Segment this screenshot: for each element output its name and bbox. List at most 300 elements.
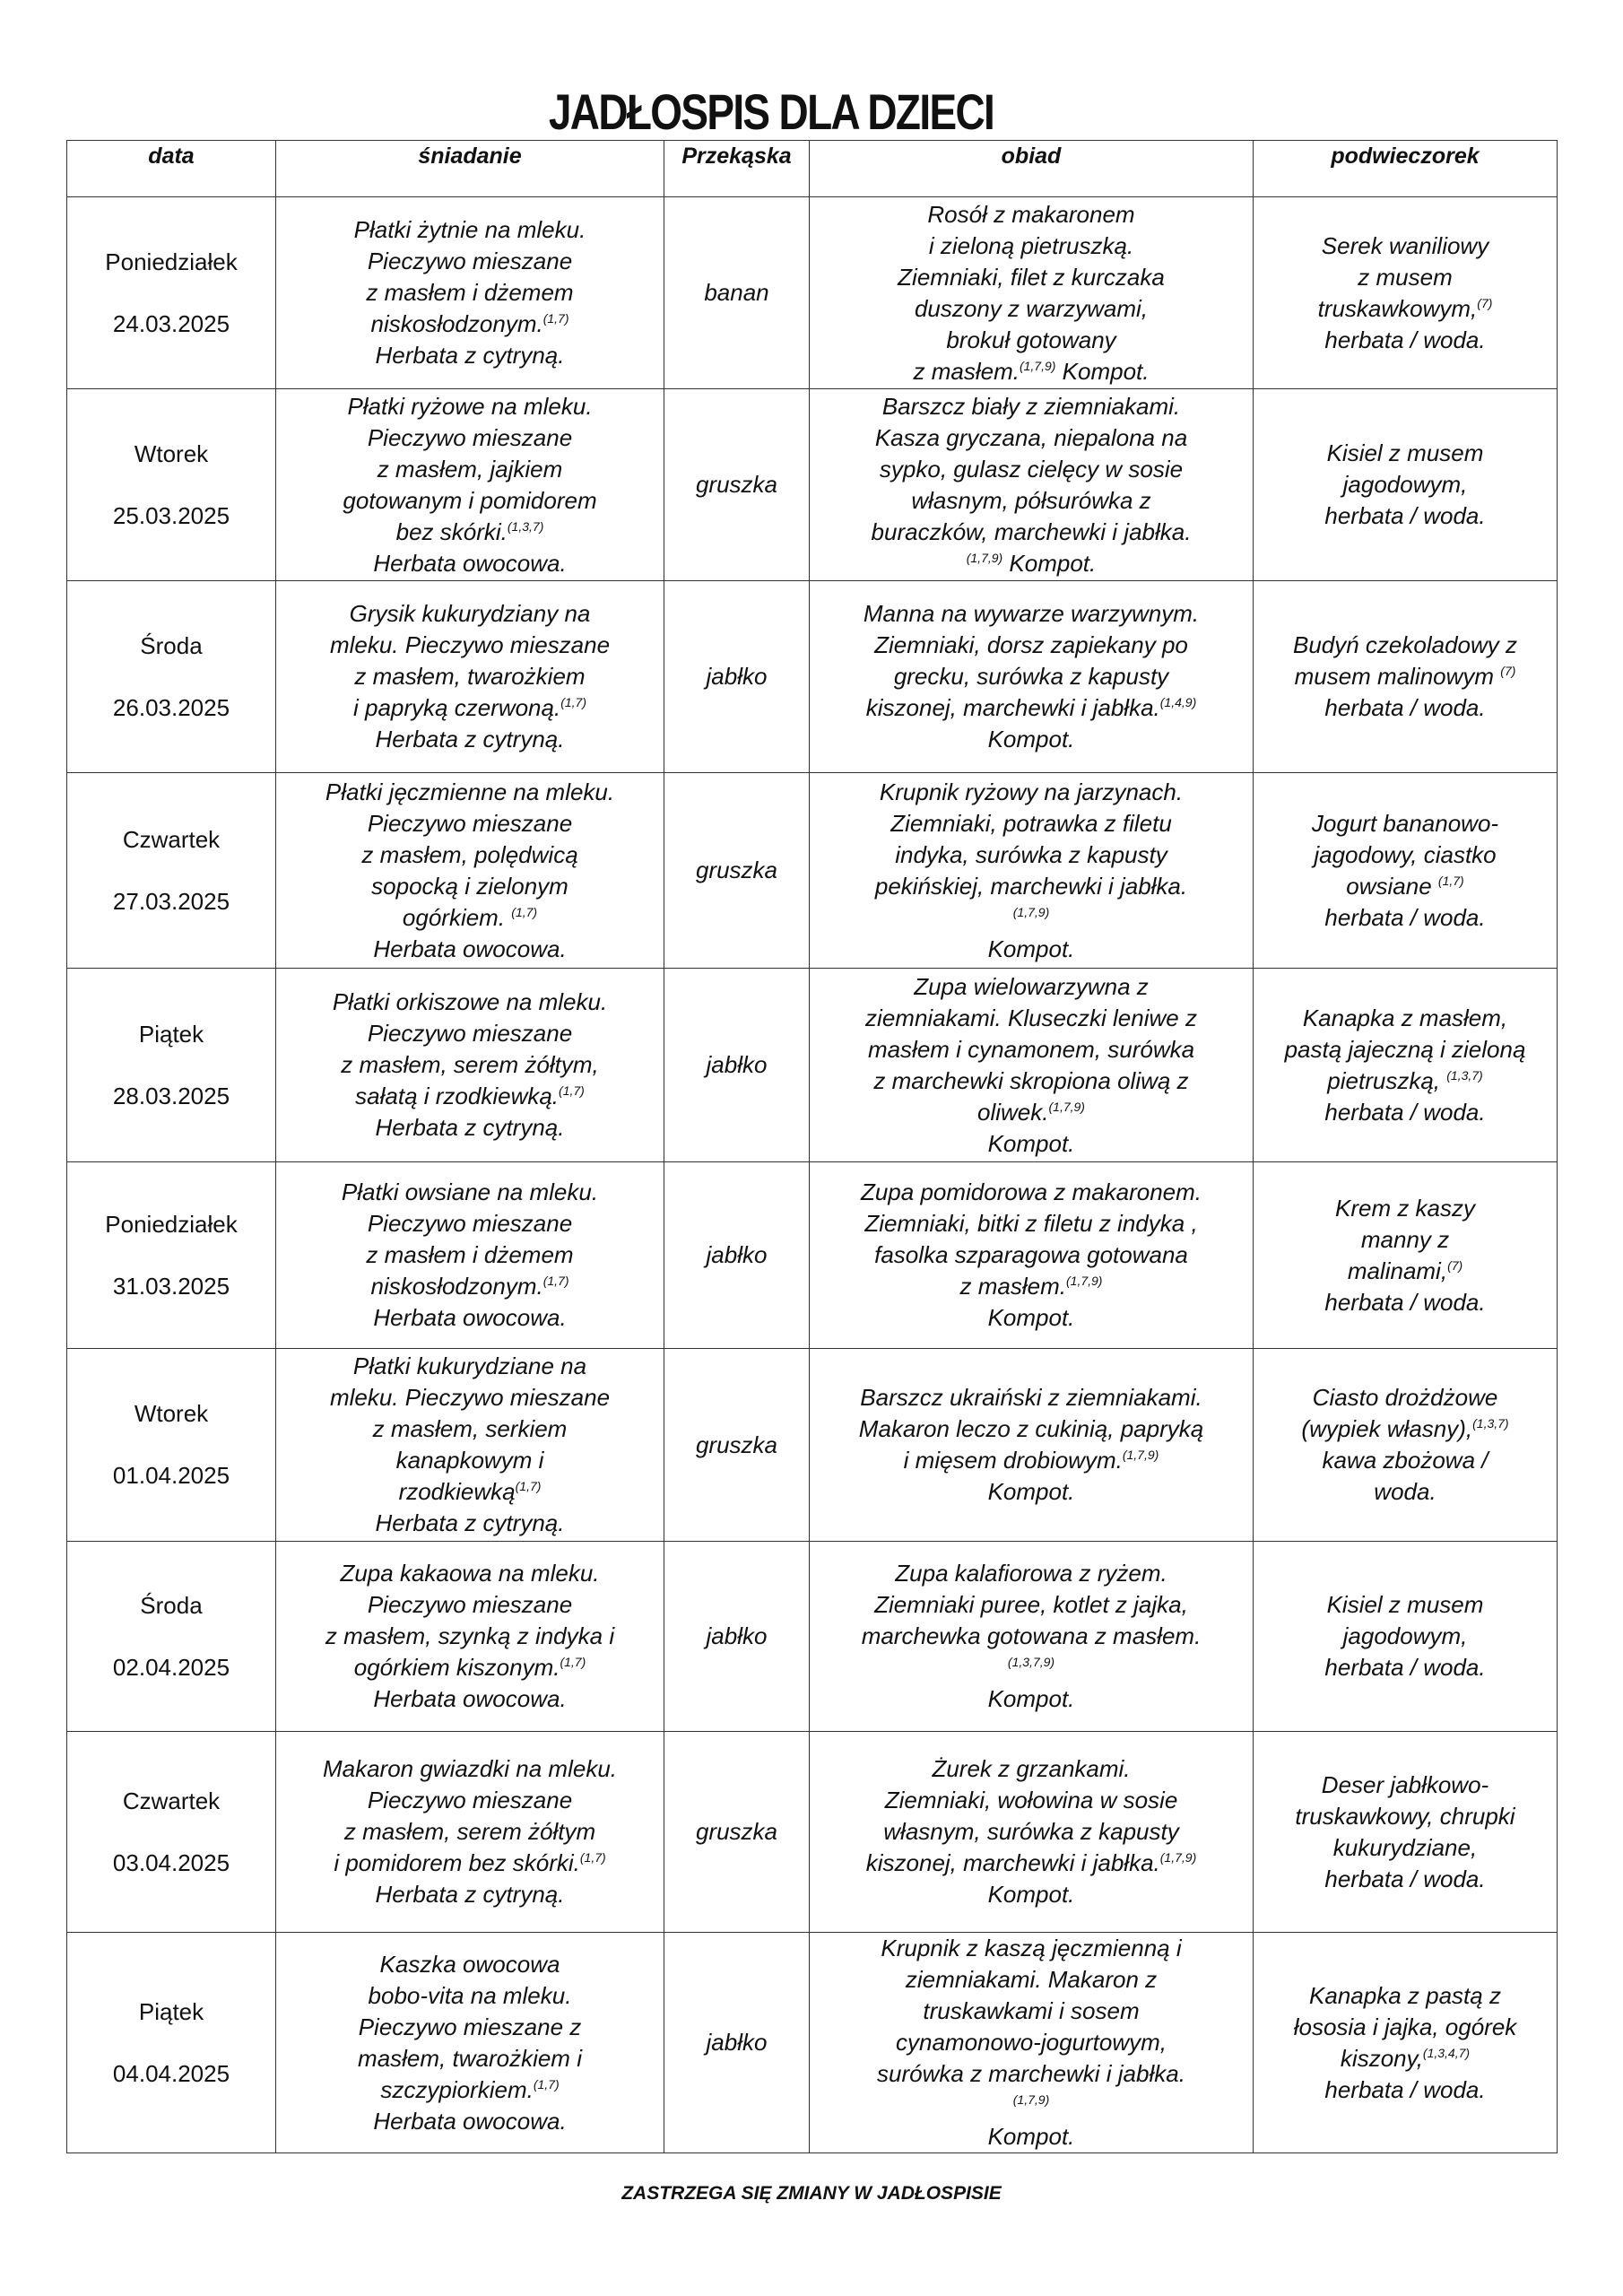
menu-text: Pieczywo mieszane — [367, 1787, 573, 1813]
menu-text: gotowanym i pomidorem — [343, 486, 597, 514]
allergen-codes: (1,3,7) — [1472, 1416, 1509, 1431]
menu-text: Kompot. — [987, 1478, 1075, 1505]
menu-line — [1259, 1193, 1551, 1224]
menu-line — [282, 1879, 658, 1910]
menu-text: manny z — [1360, 1225, 1450, 1253]
lunch-cell — [810, 1542, 1254, 1732]
menu-text: Zupa pomidorowa z makaronem. — [860, 1178, 1202, 1205]
menu-text: duszony z warzywami, — [914, 294, 1149, 322]
allergen-codes: (1,3,7) — [507, 518, 544, 534]
menu-text: z masłem i dżemem — [366, 279, 574, 306]
menu-line — [1259, 1256, 1551, 1287]
menu-line — [282, 1652, 658, 1683]
menu-line — [282, 1302, 658, 1334]
afternoon-tea-cell — [1254, 581, 1558, 773]
snack-cell: jabłko — [664, 1542, 810, 1732]
menu-line — [282, 2043, 658, 2074]
menu-line — [1259, 902, 1551, 934]
menu-text: Herbata owocowa. — [373, 1304, 567, 1331]
allergen-codes: (7) — [1447, 1257, 1463, 1273]
menu-text: z masłem, serem żółtym, — [341, 1051, 599, 1078]
menu-line — [1259, 438, 1551, 469]
day-date: 02.04.2025 — [112, 1653, 230, 1681]
day-date: 25.03.2025 — [112, 501, 230, 529]
menu-text: Zupa wielowarzywna z — [914, 972, 1149, 1000]
menu-text: Deser jabłkowo- — [1321, 1770, 1489, 1798]
menu-text-tail: Kompot. — [1002, 549, 1097, 577]
day-name: Poniedziałek — [105, 248, 238, 275]
allergen-codes: (1,7) — [559, 1083, 585, 1098]
menu-text: truskawkowym, — [1317, 294, 1478, 322]
menu-line — [815, 1848, 1247, 1879]
menu-line — [282, 246, 658, 277]
breakfast-cell — [276, 969, 664, 1162]
breakfast-cell — [276, 1542, 664, 1732]
menu-line — [815, 808, 1247, 839]
header-snack: Przekąska — [664, 141, 810, 197]
menu-line — [282, 2012, 658, 2043]
menu-text: cynamonowo-jogurtowym, — [895, 2029, 1167, 2056]
menu-line — [1259, 469, 1551, 500]
menu-text: herbata / woda. — [1324, 2075, 1486, 2103]
date-cell — [67, 581, 276, 773]
menu-line — [282, 548, 658, 579]
menu-line — [282, 934, 658, 965]
menu-text: Zupa kalafiorowa z ryżem. — [895, 1560, 1167, 1587]
menu-line — [815, 1964, 1247, 1996]
breakfast-cell — [276, 1732, 664, 1933]
menu-text: Pieczywo mieszane — [367, 1591, 573, 1618]
menu-text: z masłem, serkiem — [372, 1415, 568, 1442]
menu-line — [282, 340, 658, 371]
menu-text: truskawkami i sosem — [923, 1997, 1140, 2024]
day-name: Wtorek — [134, 439, 209, 467]
allergen-codes: (1,3,7) — [1446, 1067, 1483, 1083]
menu-text: Kompot. — [987, 1685, 1075, 1712]
allergen-codes: (1,7) — [515, 1479, 542, 1493]
menu-line — [282, 1785, 658, 1816]
menu-line — [815, 1177, 1247, 1208]
header-afternoon-tea: podwieczorek — [1254, 141, 1558, 197]
menu-text: ziemniakami. Makaron z — [905, 1966, 1158, 1993]
menu-text: Kompot. — [987, 726, 1075, 752]
menu-text: z masłem, jajkiem — [377, 455, 563, 483]
menu-text: Ziemniaki, filet z kurczaka — [898, 263, 1165, 291]
menu-line — [282, 1382, 658, 1413]
menu-text: kiszonej, marchewki i jabłka. — [865, 1849, 1160, 1876]
menu-text: Kanapka z pastą z — [1309, 1981, 1501, 2009]
menu-text: oliwek. — [977, 1098, 1049, 1126]
menu-text: kukurydziane, — [1332, 1833, 1478, 1861]
allergen-codes: (1,7) — [542, 1274, 569, 1288]
day-name: Czwartek — [122, 1787, 221, 1814]
menu-line — [815, 724, 1247, 755]
snack-cell: gruszka — [664, 1732, 810, 1933]
menu-text: Krem z kaszy — [1334, 1194, 1476, 1222]
menu-line — [282, 1018, 658, 1049]
menu-line — [282, 1413, 658, 1445]
menu-line — [1259, 1382, 1551, 1413]
table-row — [67, 1162, 1558, 1349]
menu-text: Kisiel z musem — [1326, 439, 1484, 466]
menu-line — [815, 777, 1247, 808]
day-name: Poniedziałek — [105, 1210, 238, 1238]
afternoon-tea-cell — [1254, 969, 1558, 1162]
menu-text: Manna na wywarze warzywnym. — [863, 600, 1200, 627]
menu-line — [1259, 1589, 1551, 1621]
menu-line — [1259, 1801, 1551, 1832]
table-row — [67, 389, 1558, 581]
menu-line — [1259, 1097, 1551, 1128]
day-date: 01.04.2025 — [112, 1462, 230, 1489]
menu-text: z musem — [1358, 263, 1453, 291]
menu-text: z masłem, twarożkiem — [354, 663, 586, 690]
menu-table — [66, 140, 1558, 2153]
menu-text: szczypiorkiem. — [380, 2075, 534, 2103]
allergen-codes: (1,7,9) — [1122, 1448, 1159, 1462]
day-name: Środa — [140, 1591, 203, 1619]
menu-text: Kisiel z musem — [1326, 1591, 1484, 1618]
menu-line — [815, 871, 1247, 902]
menu-line — [282, 1816, 658, 1848]
menu-text: Pieczywo mieszane z — [358, 2013, 582, 2040]
menu-line — [282, 1112, 658, 1144]
menu-text: Płatki żytnie na mleku. — [353, 216, 586, 243]
breakfast-cell — [276, 197, 664, 389]
breakfast-cell — [276, 1162, 664, 1349]
menu-text: łososia i jajka, ogórek — [1293, 2013, 1517, 2040]
menu-text: kiszony, — [1340, 2044, 1423, 2072]
menu-text: sypko, gulasz cielęcy w sosie — [879, 455, 1184, 483]
menu-text: (wypiek własny), — [1301, 1415, 1473, 1442]
day-date: 31.03.2025 — [112, 1272, 230, 1300]
menu-line — [815, 934, 1247, 965]
menu-line — [1259, 500, 1551, 532]
menu-text: i mięsem drobiowym. — [903, 1447, 1123, 1474]
snack-cell: jabłko — [664, 1933, 810, 2153]
menu-text: i papryką czerwoną. — [352, 694, 561, 721]
breakfast-cell — [276, 581, 664, 773]
menu-text: i zieloną pietruszką. — [928, 231, 1134, 259]
menu-text: woda. — [1374, 1478, 1436, 1505]
day-name: Czwartek — [122, 825, 221, 853]
menu-text: mleku. Pieczywo mieszane — [329, 1384, 611, 1411]
date-cell — [67, 1162, 276, 1349]
allergen-codes: (1,7) — [560, 1655, 586, 1669]
menu-line — [815, 1128, 1247, 1160]
afternoon-tea-cell — [1254, 1162, 1558, 1349]
menu-line — [815, 1879, 1247, 1910]
menu-line — [815, 1476, 1247, 1508]
menu-text: własnym, półsurówka z — [911, 486, 1151, 514]
page-title: JADŁOSPIS DLA DZIECI — [548, 83, 994, 140]
menu-line — [282, 1589, 658, 1621]
menu-line — [1259, 2043, 1551, 2074]
menu-line — [815, 692, 1247, 724]
snack-cell: banan — [664, 197, 810, 389]
day-date: 28.03.2025 — [112, 1082, 230, 1109]
menu-line — [282, 839, 658, 871]
menu-text: Płatki jęczmienne na mleku. — [325, 778, 615, 805]
allergen-codes: (7) — [1500, 664, 1516, 678]
menu-text: truskawkowy, chrupki — [1295, 1802, 1515, 1830]
lunch-cell — [810, 1732, 1254, 1933]
menu-line — [815, 1753, 1247, 1785]
menu-line — [815, 548, 1247, 579]
menu-line — [1259, 1832, 1551, 1864]
lunch-cell — [810, 1933, 1254, 2153]
menu-text: kawa zbożowa / — [1322, 1447, 1488, 1474]
menu-text: z masłem, szynką z indyka i — [325, 1622, 615, 1649]
menu-line — [1259, 2074, 1551, 2106]
menu-line — [815, 1933, 1247, 1964]
menu-line — [1259, 1445, 1551, 1476]
menu-text: herbata / woda. — [1324, 1288, 1486, 1316]
menu-text: Herbata z cytryną. — [375, 1114, 565, 1141]
menu-text: Kanapka z masłem, — [1302, 1004, 1508, 1031]
menu-line — [1259, 1065, 1551, 1097]
allergen-codes: (1,7,9) — [1012, 2092, 1050, 2107]
menu-line — [1259, 1621, 1551, 1652]
menu-line — [815, 1097, 1247, 1128]
menu-line — [282, 517, 658, 548]
date-cell — [67, 969, 276, 1162]
menu-text: fasolka szparagowa gotowana — [874, 1241, 1188, 1268]
menu-line — [815, 1003, 1247, 1034]
allergen-codes: (7) — [1477, 295, 1493, 310]
menu-line — [815, 2027, 1247, 2058]
menu-line — [282, 1621, 658, 1652]
menu-text: Płatki ryżowe na mleku. — [347, 392, 593, 420]
menu-text: buraczków, marchewki i jabłka. — [871, 517, 1192, 545]
menu-line — [282, 214, 658, 246]
menu-line — [815, 1621, 1247, 1652]
menu-text: z masłem. — [913, 357, 1020, 385]
breakfast-cell — [276, 1933, 664, 2153]
menu-line — [282, 1508, 658, 1539]
menu-text: pastą jajeczną i zieloną — [1284, 1035, 1526, 1063]
afternoon-tea-cell — [1254, 1933, 1558, 2153]
menu-line — [282, 871, 658, 902]
menu-line — [1259, 2012, 1551, 2043]
menu-text: herbata / woda. — [1324, 903, 1486, 931]
afternoon-tea-cell — [1254, 197, 1558, 389]
menu-text: grecku, surówka z kapusty — [893, 663, 1169, 690]
menu-text: Ziemniaki puree, kotlet z jajka, — [874, 1591, 1188, 1618]
table-row — [67, 1732, 1558, 1933]
snack-cell: jabłko — [664, 1162, 810, 1349]
menu-line — [282, 1208, 658, 1239]
menu-line — [282, 454, 658, 485]
menu-text: Płatki owsiane na mleku. — [341, 1178, 599, 1205]
table-row — [67, 197, 1558, 389]
table-row — [67, 1349, 1558, 1542]
menu-text: Herbata z cytryną. — [375, 1509, 565, 1536]
menu-line — [1259, 230, 1551, 262]
header-date: data — [67, 141, 276, 197]
menu-text: z masłem i dżemem — [366, 1241, 574, 1268]
menu-text: herbata / woda. — [1324, 1654, 1486, 1681]
afternoon-tea-cell — [1254, 1732, 1558, 1933]
menu-line — [282, 1476, 658, 1508]
snack-cell: gruszka — [664, 773, 810, 969]
snack-cell: gruszka — [664, 389, 810, 581]
menu-text: owsiane — [1346, 872, 1438, 900]
menu-line — [815, 598, 1247, 630]
menu-text: Ziemniaki, potrawka z filetu — [890, 809, 1172, 837]
menu-text: Kompot. — [987, 1129, 1075, 1157]
menu-line — [282, 2106, 658, 2137]
allergen-codes: (1,7,9) — [1048, 1099, 1085, 1114]
menu-text: Herbata z cytryną. — [375, 726, 565, 752]
menu-text: herbata / woda. — [1324, 694, 1486, 721]
menu-line — [1259, 839, 1551, 871]
menu-line — [815, 1239, 1247, 1271]
menu-line — [282, 1351, 658, 1382]
allergen-codes: (1,7,9) — [1012, 904, 1050, 919]
menu-text: Ziemniaki, bitki z filetu z indyka , — [864, 1210, 1198, 1237]
menu-text: pekińskiej, marchewki i jabłka. — [874, 872, 1188, 900]
menu-line — [815, 293, 1247, 325]
snack-cell: jabłko — [664, 969, 810, 1162]
menu-text: Kasza gryczana, niepalona na — [874, 423, 1188, 451]
menu-text: Rosół z makaronem — [927, 200, 1135, 228]
menu-line — [1259, 293, 1551, 325]
allergen-codes: (1,7) — [533, 2076, 560, 2092]
menu-line — [815, 1413, 1247, 1445]
menu-line — [282, 391, 658, 422]
allergen-codes: (1,7) — [542, 311, 569, 326]
menu-line — [282, 1049, 658, 1081]
menu-line — [282, 1271, 658, 1302]
menu-text: i pomidorem bez skórki. — [334, 1849, 580, 1876]
menu-line — [282, 692, 658, 724]
menu-line — [282, 598, 658, 630]
menu-line — [1259, 1476, 1551, 1508]
menu-line — [282, 1445, 658, 1476]
date-cell — [67, 1933, 276, 2153]
menu-line — [282, 1683, 658, 1715]
menu-text: sopocką i zielonym — [371, 872, 568, 900]
date-cell — [67, 197, 276, 389]
menu-text: malinami, — [1347, 1257, 1448, 1284]
menu-line — [1259, 1652, 1551, 1683]
menu-line — [282, 277, 658, 309]
allergen-codes: (1,7) — [511, 904, 538, 919]
menu-text: Ziemniaki, wołowina w sosie — [884, 1787, 1178, 1813]
menu-line — [1259, 661, 1551, 692]
menu-line — [815, 1558, 1247, 1589]
menu-text: rzodkiewką — [398, 1478, 516, 1505]
menu-text: Makaron gwiazdki na mleku. — [322, 1755, 618, 1782]
menu-text: herbata / woda. — [1324, 502, 1486, 529]
menu-line — [815, 1996, 1247, 2027]
menu-line — [1259, 1224, 1551, 1256]
allergen-codes: (1,7,9) — [1066, 1274, 1103, 1288]
menu-line — [815, 422, 1247, 454]
date-cell — [67, 773, 276, 969]
menu-text: Kompot. — [987, 935, 1075, 962]
menu-text: Herbata owocowa. — [373, 2107, 567, 2135]
menu-text: Herbata owocowa. — [373, 1685, 567, 1712]
lunch-cell — [810, 1162, 1254, 1349]
menu-text: Barszcz ukraiński z ziemniakami. — [860, 1384, 1202, 1411]
menu-text: bez skórki. — [395, 517, 508, 545]
allergen-codes: (1,4,9) — [1159, 695, 1197, 709]
menu-text: Pieczywo mieszane — [367, 1020, 573, 1047]
menu-line — [815, 902, 1247, 934]
lunch-cell — [810, 1349, 1254, 1542]
menu-text: Kompot. — [987, 1881, 1075, 1908]
menu-line — [282, 987, 658, 1018]
menu-text: Zupa kakaowa na mleku. — [340, 1560, 600, 1587]
date-cell — [67, 1732, 276, 1933]
menu-line — [282, 1949, 658, 1980]
menu-text: sałatą i rzodkiewką. — [355, 1083, 560, 1109]
afternoon-tea-cell — [1254, 1542, 1558, 1732]
lunch-cell — [810, 969, 1254, 1162]
menu-text: z masłem. — [959, 1273, 1066, 1300]
menu-line — [1259, 630, 1551, 661]
menu-line — [282, 309, 658, 340]
date-cell — [67, 389, 276, 581]
menu-text: jagodowym, — [1342, 471, 1468, 498]
menu-text: Kompot. — [987, 1304, 1075, 1331]
menu-text: Płatki kukurydziane na — [352, 1352, 587, 1379]
menu-text: Serek waniliowy — [1321, 231, 1489, 259]
menu-line — [282, 1848, 658, 1879]
menu-line — [815, 391, 1247, 422]
menu-text: masłem, twarożkiem i — [358, 2044, 582, 2072]
day-date: 03.04.2025 — [112, 1848, 230, 1876]
menu-text: musem malinowym — [1294, 663, 1501, 690]
menu-line — [1259, 325, 1551, 356]
menu-text: Płatki orkiszowe na mleku. — [332, 988, 608, 1015]
menu-line — [282, 808, 658, 839]
menu-text: jagodowym, — [1342, 1622, 1468, 1649]
menu-line — [815, 1271, 1247, 1302]
menu-line — [815, 454, 1247, 485]
table-row — [67, 969, 1558, 1162]
menu-line — [282, 1558, 658, 1589]
menu-line — [815, 1652, 1247, 1683]
lunch-cell — [810, 773, 1254, 969]
menu-text: własnym, surówka z kapusty — [883, 1818, 1179, 1845]
menu-text: Herbata owocowa. — [373, 935, 567, 962]
footer-note: ZASTRZEGA SIĘ ZMIANY W JADŁOSPISIE — [621, 2183, 1002, 2204]
menu-line — [1259, 871, 1551, 902]
menu-text: Jogurt bananowo- — [1311, 809, 1499, 837]
allergen-codes: (1,7) — [1437, 873, 1464, 888]
menu-line — [282, 2074, 658, 2106]
menu-text: Ziemniaki, dorsz zapiekany po — [874, 631, 1188, 658]
afternoon-tea-cell — [1254, 389, 1558, 581]
menu-line — [282, 1753, 658, 1785]
allergen-codes: (1,3,4,7) — [1422, 2045, 1471, 2060]
menu-text: Budyń czekoladowy z — [1292, 631, 1518, 658]
menu-line — [282, 1239, 658, 1271]
menu-text: Grysik kukurydziany na — [349, 600, 591, 627]
menu-line — [815, 485, 1247, 517]
lunch-cell — [810, 197, 1254, 389]
snack-cell: jabłko — [664, 581, 810, 773]
afternoon-tea-cell — [1254, 1349, 1558, 1542]
menu-line — [815, 1382, 1247, 1413]
table-row — [67, 581, 1558, 773]
menu-text: indyka, surówka z kapusty — [895, 840, 1167, 868]
table-row — [67, 773, 1558, 969]
menu-line — [1259, 1980, 1551, 2012]
